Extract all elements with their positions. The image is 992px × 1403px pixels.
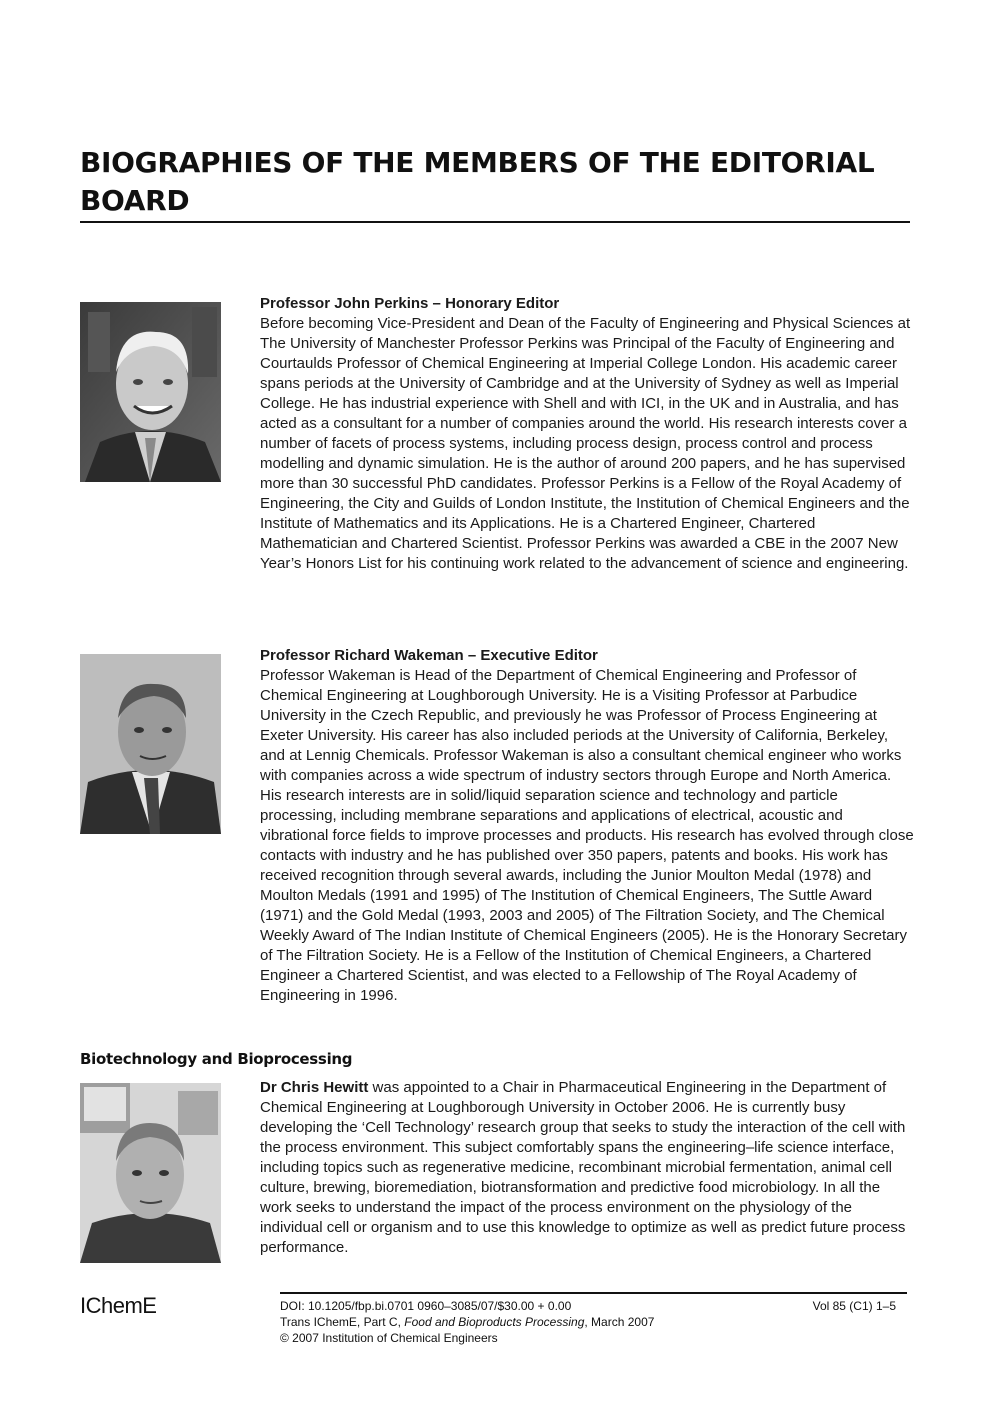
- bio-heading: Professor Richard Wakeman – Executive Editor: [260, 647, 598, 664]
- bio-richard-wakeman: [260, 646, 914, 1006]
- photo-richard-wakeman: [80, 654, 221, 834]
- footer-rule: [280, 1292, 907, 1294]
- bio-heading: Professor John Perkins – Honorary Editor: [260, 295, 560, 312]
- bio-chris-hewitt: [260, 1078, 914, 1258]
- title-rule: [80, 221, 910, 223]
- section-heading-biotechnology: Biotechnology and Bioprocessing: [80, 1050, 353, 1068]
- bio-john-perkins: [260, 294, 914, 574]
- journal-name: Food and Bioproducts Processing: [404, 1315, 585, 1329]
- page-title: BIOGRAPHIES OF THE MEMBERS OF THE EDITORIAL BOARD: [80, 146, 875, 217]
- bio-name: Dr Chris Hewitt: [260, 1079, 369, 1096]
- footer-volume: Vol 85 (C1) 1–5: [812, 1299, 896, 1313]
- bio-text: was appointed to a Chair in Pharmaceutical Engineering in the Department of Chemical Engineering at Loughborough University in October 2006. He is currently busy developing the ‘Cell Technology’ research group that seeks to study the interaction of the cell with the process environment. This subject comfortably spans the engineering–life science interface, including topics such as regenerative medicine, recombinant microbial fermentation, animal cell culture, brewing, bioremediation, biotransformation and predictive food microbiology. In all the work seeks to understand the impact of the process environment on the physiology of the individual cell or organism and to use this knowledge to optimize as well as predict future process performance.: [260, 1079, 906, 1256]
- footer-doi: DOI: 10.1205/fbp.bi.0701 0960–3085/07/$30.00 + 0.00: [280, 1299, 572, 1313]
- footer-journal: Trans IChemE, Part C, Food and Bioproducts Processing, March 2007: [280, 1315, 655, 1329]
- bio-text: Before becoming Vice-President and Dean of the Faculty of Engineering and Physical Sciences at The University of Manchester Professor Perkins was Principal of the Faculty of Engineering and Courtaulds Professor of Chemical Engineering at Imperial College London. His academic career spans periods at the University of Cambridge and at the University of Sydney as well as Imperial College. He has industrial experience with Shell and with ICI, in the UK and in Australia, and has acted as a consultant for a number of companies around the world. His research interests cover a number of facets of process systems, including process design, process control and process modelling and dynamic simulation. He is the author of around 200 papers, and he has supervised more than 30 successful PhD candidates. Professor Perkins is a Fellow of the Royal Academy of Engineering, the City and Guilds of London Institute, the Institution of Chemical Engineers and the Institute of Mathematics and its Applications. He is a Chartered Engineer, Chartered Mathematician and Chartered Scientist. Professor Perkins was awarded a CBE in the 2007 New Year’s Honors List for his continuing work related to the advancement of science and engineering.: [260, 315, 911, 572]
- photo-chris-hewitt: [80, 1083, 221, 1263]
- footer-copyright: © 2007 Institution of Chemical Engineers: [280, 1331, 498, 1345]
- photo-john-perkins: [80, 302, 221, 482]
- bio-text: Professor Wakeman is Head of the Department of Chemical Engineering and Professor of Chemical Engineering at Loughborough University. He is a Visiting Professor at Parbudice University in the Czech Republic, and previously he was Professor of Process Engineering at Exeter University. His career has also included periods at the University of California, Berkeley, and at Lennig Chemicals. Professor Wakeman is also a consultant chemical engineer who works with companies across a wide spectrum of industry sectors through Europe and North America. His research interests are in solid/liquid separation science and technology and particle processing, including membrane separations and applications of electrical, acoustic and vibrational force fields to improve processes and products. His research has evolved through close contacts with industry and he has published over 350 papers, patents and books. His work has received recognition through several awards, including the Junior Moulton Medal (1978) and Moulton Medals (1991 and 1995) of The Institution of Chemical Engineers, The Suttle Award (1971) and the Gold Medal (1993, 2003 and 2005) of The Filtration Society, and The Chemical Weekly Award of The Indian Institute of Chemical Engineers (2005). He is the Honorary Secretary of The Filtration Society. He is a Fellow of the Institution of Chemical Engineers, a Chartered Engineer a Chartered Scientist, and was elected to a Fellowship of The Royal Academy of Engineering in 1996.: [260, 667, 914, 1004]
- icheme-logo: IChemE: [80, 1293, 157, 1318]
